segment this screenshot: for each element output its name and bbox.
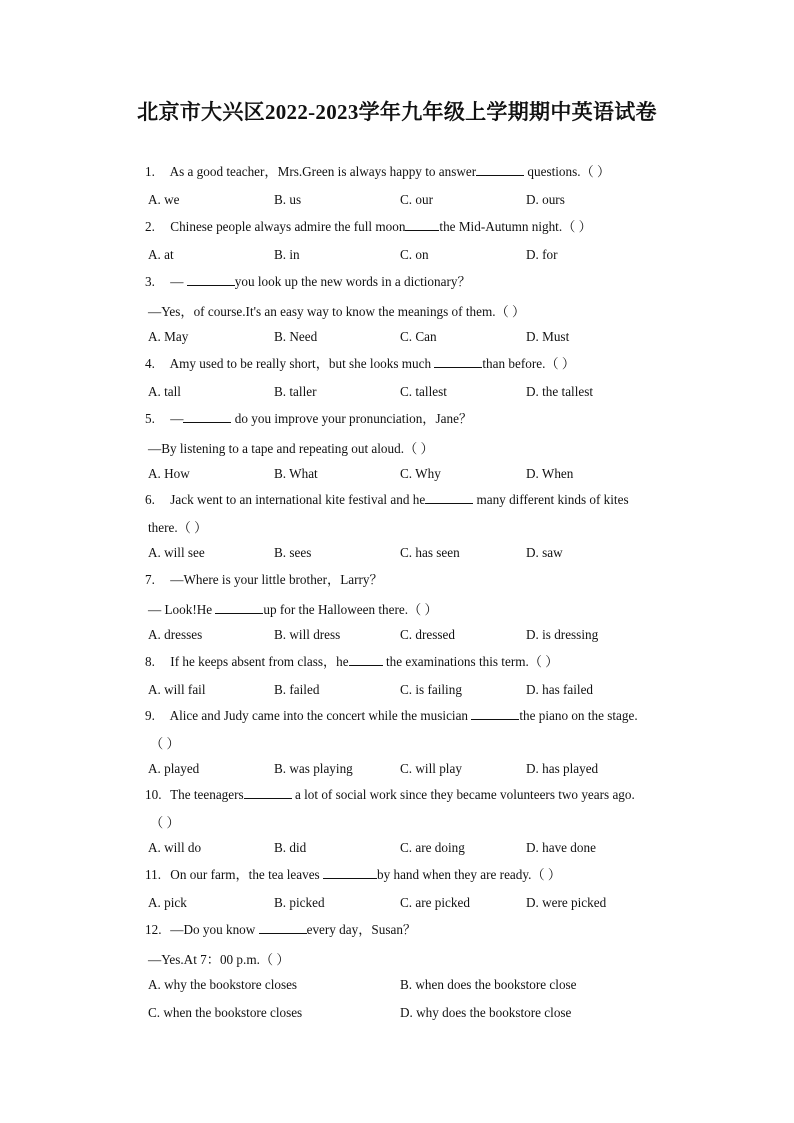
option-b[interactable]: B. in [274, 247, 300, 262]
option-c[interactable]: C. are picked [400, 895, 470, 910]
question-number: 3. [145, 274, 155, 289]
question-text: The teenagers [170, 787, 244, 802]
question-text: As a good teacher，Mrs.Green is always happy to answer [169, 164, 477, 179]
question-text: Amy used to be really short，but she looks much [169, 356, 435, 371]
option-b[interactable]: B. did [274, 840, 307, 855]
answer-blank [183, 410, 231, 423]
option-b[interactable]: B. will dress [274, 627, 341, 642]
answer-blank [244, 786, 292, 799]
question-text: — [170, 274, 187, 289]
question-text: —Do you know [170, 922, 259, 937]
question-text-end: you look up the new words in a dictionary？ [234, 274, 471, 289]
question-text: If he keeps absent from class，he [170, 654, 349, 669]
question-text: — [170, 411, 184, 426]
question-number: 10. [145, 787, 162, 802]
option-d[interactable]: D. the tallest [526, 384, 594, 399]
question-line-2-start: — Look!He [148, 602, 216, 617]
option-a[interactable]: A. will do [148, 840, 202, 855]
question-number: 5. [145, 411, 155, 426]
question-text-end: questions.（ ） [524, 164, 611, 179]
page-title: 北京市大兴区2022-2023学年九年级上学期期中英语试卷 [137, 100, 657, 124]
question-text-end: the examinations this term.（ ） [382, 654, 559, 669]
question-line-2: —By listening to a tape and repeating out aloud.（ ） [148, 441, 434, 456]
answer-blank [187, 273, 235, 286]
question-line-2: there.（ ） [148, 520, 208, 535]
option-d[interactable]: D. has failed [526, 682, 594, 697]
option-a[interactable]: A. played [148, 761, 200, 776]
option-b[interactable]: B. when does the bookstore close [400, 977, 577, 992]
option-a[interactable]: A. will fail [148, 682, 206, 697]
question-text: Chinese people always admire the full moon [170, 219, 406, 234]
option-a[interactable]: A. How [148, 466, 190, 481]
option-b[interactable]: B. sees [274, 545, 312, 560]
option-d[interactable]: D. is dressing [526, 627, 599, 642]
question-text-end: a lot of social work since they became volunteers two years ago. [291, 787, 635, 802]
option-b[interactable]: B. us [274, 192, 302, 207]
option-d[interactable]: D. Must [526, 329, 570, 344]
question-line-2: （ ） [150, 815, 180, 830]
question-number: 8. [145, 654, 155, 669]
question-text: Jack went to an international kite festival and he [170, 492, 426, 507]
question-text-end: many different kinds of kites [473, 492, 629, 507]
question-line-2 [148, 599, 438, 618]
option-c[interactable]: C. dressed [400, 627, 455, 642]
question-text: —Where is your little brother，Larry？ [170, 572, 383, 587]
option-a[interactable]: A. tall [148, 384, 181, 399]
question-number: 9. [145, 708, 155, 723]
option-b[interactable]: B. Need [274, 329, 318, 344]
option-c[interactable]: C. Why [400, 466, 441, 481]
question-text-end: every day，Susan？ [306, 922, 417, 937]
option-c[interactable]: C. Can [400, 329, 437, 344]
question-9 [145, 703, 674, 728]
question-number: 2. [145, 219, 155, 234]
answer-blank [405, 218, 439, 231]
option-d[interactable]: D. saw [526, 545, 563, 560]
question-number: 11. [145, 867, 161, 882]
question-1 [145, 159, 674, 184]
option-c[interactable]: C. are doing [400, 840, 465, 855]
question-line-2: （ ） [150, 736, 180, 751]
option-d[interactable]: D. have done [526, 840, 596, 855]
question-text-end: than before.（ ） [482, 356, 576, 371]
question-number: 4. [145, 356, 155, 371]
option-b[interactable]: B. failed [274, 682, 320, 697]
question-number: 1. [145, 164, 155, 179]
answer-blank [425, 491, 473, 504]
option-b[interactable]: B. picked [274, 895, 325, 910]
question-3 [145, 269, 674, 294]
question-10 [145, 782, 674, 807]
option-c[interactable]: C. our [400, 192, 433, 207]
option-c[interactable]: C. has seen [400, 545, 460, 560]
option-c[interactable]: C. on [400, 247, 429, 262]
option-a[interactable]: A. May [148, 329, 189, 344]
question-line-2: —Yes.At 7：00 p.m.（ ） [148, 952, 290, 967]
option-d[interactable]: D. for [526, 247, 558, 262]
option-d[interactable]: D. has played [526, 761, 599, 776]
question-8 [145, 649, 674, 674]
question-text-end: the Mid-Autumn night.（ ） [439, 219, 592, 234]
option-a[interactable]: A. will see [148, 545, 205, 560]
option-b[interactable]: B. What [274, 466, 318, 481]
answer-blank [471, 707, 519, 720]
question-text-end: by hand when they are ready.（ ） [377, 867, 562, 882]
answer-blank [215, 601, 263, 614]
option-d[interactable]: D. why does the bookstore close [400, 1005, 572, 1020]
question-line-2-end: up for the Halloween there.（ ） [263, 602, 438, 617]
option-d[interactable]: D. ours [526, 192, 565, 207]
option-a[interactable]: A. why the bookstore closes [148, 977, 298, 992]
answer-blank [476, 163, 524, 176]
question-line-2: —Yes，of course.It's an easy way to know the meanings of them.（ ） [148, 304, 526, 319]
question-2 [145, 214, 674, 239]
question-4 [145, 351, 674, 376]
option-c[interactable]: C. tallest [400, 384, 447, 399]
question-number: 6. [145, 492, 155, 507]
answer-blank [259, 921, 307, 934]
option-b[interactable]: B. was playing [274, 761, 353, 776]
option-a[interactable]: A. dresses [148, 627, 203, 642]
question-6 [145, 487, 674, 512]
option-b[interactable]: B. taller [274, 384, 317, 399]
answer-blank [349, 653, 383, 666]
question-text: Alice and Judy came into the concert while the musician [169, 708, 472, 723]
option-c[interactable]: C. is failing [400, 682, 462, 697]
question-number: 12. [145, 922, 162, 937]
option-a[interactable]: A. pick [148, 895, 187, 910]
option-d[interactable]: D. were picked [526, 895, 607, 910]
question-12 [145, 917, 674, 942]
option-d[interactable]: D. When [526, 466, 574, 481]
option-c[interactable]: C. when the bookstore closes [148, 1005, 303, 1020]
option-a[interactable]: A. we [148, 192, 180, 207]
option-c[interactable]: C. will play [400, 761, 462, 776]
question-text: On our farm，the tea leaves [170, 867, 323, 882]
question-11 [145, 862, 674, 887]
question-text-end: the piano on the stage. [519, 708, 638, 723]
question-text-end: do you improve your pronunciation，Jane？ [231, 411, 473, 426]
answer-blank [323, 866, 377, 879]
option-a[interactable]: A. at [148, 247, 174, 262]
question-number: 7. [145, 572, 155, 587]
question-7 [145, 567, 674, 592]
question-5 [145, 406, 674, 431]
answer-blank [434, 355, 482, 368]
